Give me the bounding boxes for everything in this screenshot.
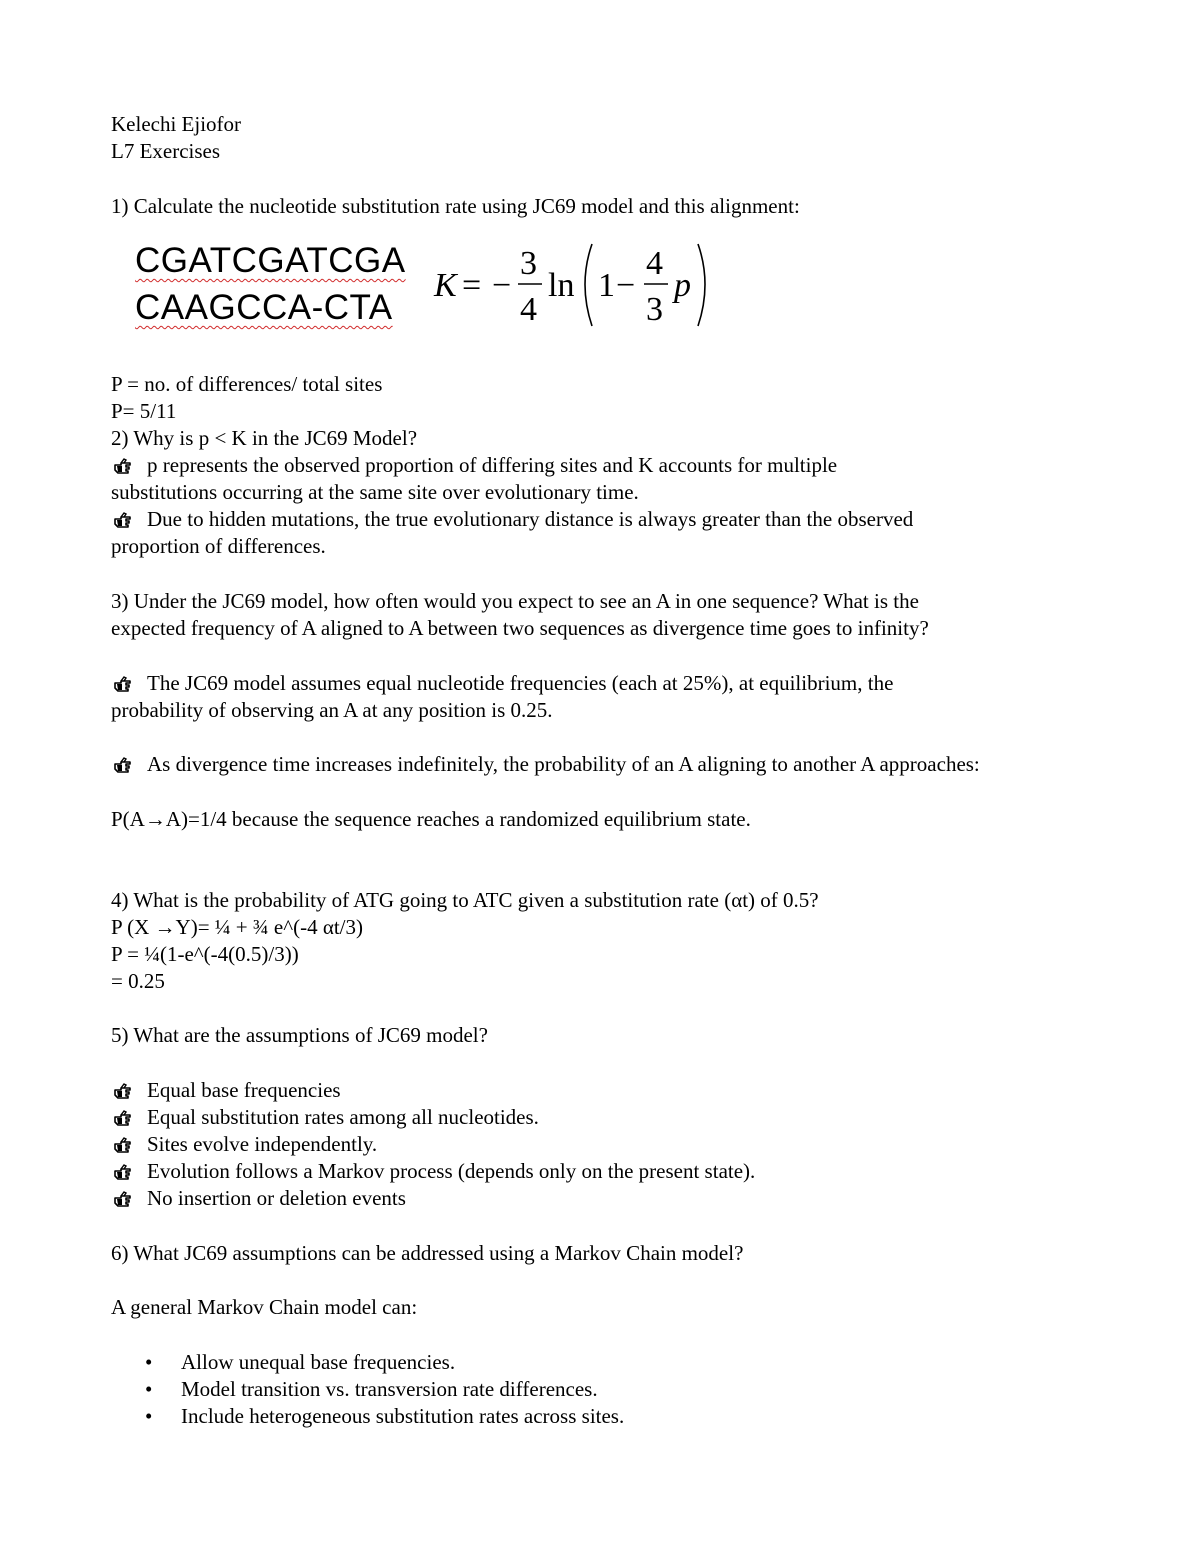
q6-item: • Allow unequal base frequencies. [145,1350,456,1374]
q5-item: Sites evolve independently. [111,1131,377,1158]
q2-bullet2-cont: proportion of differences. [111,534,326,558]
q5-question: 5) What are the assumptions of JC69 model? [111,1023,488,1047]
q2-bullet1-cont: substitutions occurring at the same site over evolutionary time. [111,480,639,504]
formula-eq: = [462,267,482,304]
q6-item: • Model transition vs. transversion rate differences. [145,1377,598,1401]
q4-question: 4) What is the probability of ATG going to ATC given a substitution rate (αt) of 0.5? [111,888,819,912]
q5-item: Equal substitution rates among all nucleotides. [111,1104,539,1131]
q4-line2: P = ¼(1-e^(-4(0.5)/3)) [111,942,299,966]
document-title: L7 Exercises [111,139,221,163]
bullet-dot: • [145,1404,153,1428]
author-name: Kelechi Ejiofor [111,112,242,136]
q3-question-cont: expected frequency of A aligned to A between two sequences as divergence time goes to infinity? [111,616,929,640]
alignment-seq1: CGATCGATCGA [135,241,406,280]
q2-question: 2) Why is p < K in the JC69 Model? [111,426,418,450]
q5-item: Evolution follows a Markov process (depends only on the present state). [111,1158,755,1185]
q1-question: 1) Calculate the nucleotide substitution rate using JC69 model and this alignment: [111,194,800,218]
q3-bullet1-cont: probability of observing an A at any position is 0.25. [111,698,553,722]
formula-frac2-den: 3 [646,291,663,328]
formula-frac1-num: 3 [520,245,537,282]
bullet-dot: • [145,1377,153,1401]
q5-item: Equal base frequencies [111,1077,341,1104]
formula-right-paren [698,244,705,326]
formula-k: K [434,267,457,304]
q4-line3: = 0.25 [111,969,165,993]
q3-question: 3) Under the JC69 model, how often would you expect to see an A in one sequence? What is the [111,589,919,613]
q6-intro: A general Markov Chain model can: [111,1295,418,1319]
formula-frac1-den: 4 [520,291,537,328]
q2-bullet2: Due to hidden mutations, the true evolutionary distance is always greater than the observed [111,506,913,533]
q3-result: P(A→A)=1/4 because the sequence reaches a randomized equilibrium state. [111,807,751,831]
alignment-seq2: CAAGCCA-CTA [135,288,393,327]
q1-line1: P = no. of differences/ total sites [111,372,383,396]
formula-minus: − [492,267,512,304]
formula-p: p [674,267,691,304]
formula-ln: ln [548,267,575,304]
q3-bullet1: The JC69 model assumes equal nucleotide frequencies (each at 25%), at equilibrium, the [111,670,893,697]
q6-item: • Include heterogeneous substitution rates across sites. [145,1404,625,1428]
formula-left-paren [585,244,592,326]
q5-item: No insertion or deletion events [111,1185,406,1212]
bullet-dot: • [145,1350,153,1374]
jc69-formula [430,238,720,332]
q2-bullet1: p represents the observed proportion of differing sites and K accounts for multiple [111,452,837,479]
formula-one: 1 [598,267,615,304]
formula-minus2: − [616,267,636,304]
q3-bullet2: As divergence time increases indefinitely, the probability of an A aligning to another A approaches: [111,751,980,778]
q1-line2: P= 5/11 [111,399,177,423]
q6-question: 6) What JC69 assumptions can be addressed using a Markov Chain model? [111,1241,744,1265]
q4-line1: P (X →Y)= ¼ + ¾ e^(-4 αt/3) [111,915,363,939]
formula-frac2-num: 4 [646,245,663,282]
